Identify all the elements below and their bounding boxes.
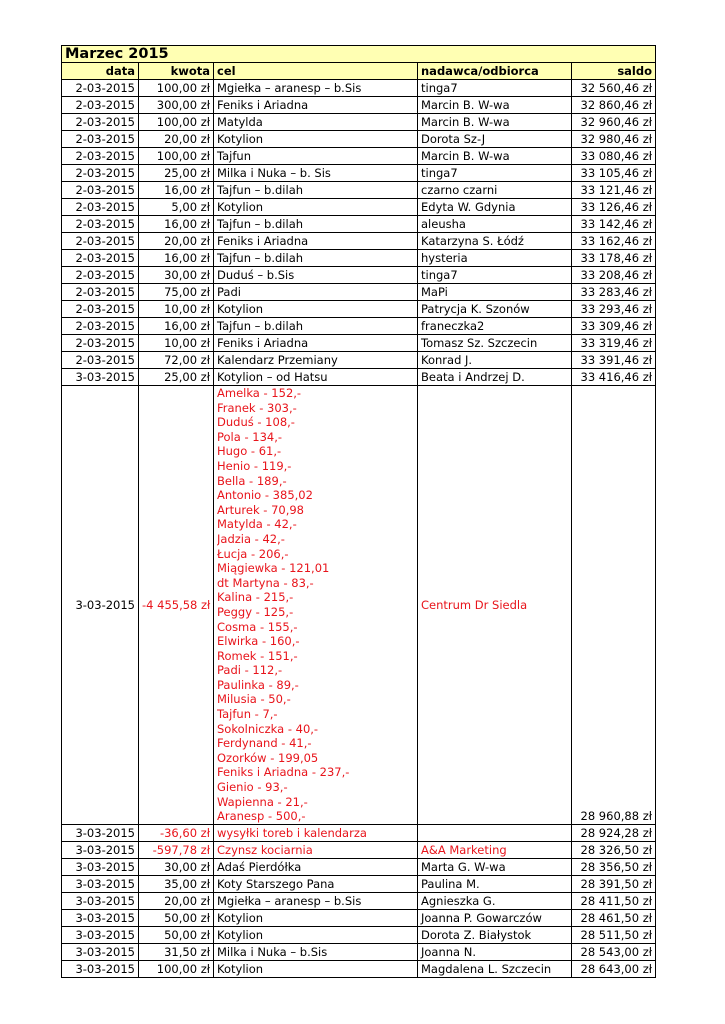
date-cell: 2-03-2015 xyxy=(62,352,139,369)
amount-cell: 20,00 zł xyxy=(139,131,214,148)
purpose-cell: Tajfun – b.dilah xyxy=(214,216,418,233)
party-cell: Centrum Dr Siedla xyxy=(418,386,572,825)
sheet-title: Marzec 2015 xyxy=(62,46,656,63)
amount-cell: -4 455,58 zł xyxy=(139,386,214,825)
balance-cell: 33 142,46 zł xyxy=(572,216,656,233)
date-cell: 3-03-2015 xyxy=(62,944,139,961)
party-cell: tinga7 xyxy=(418,267,572,284)
purpose-cell: Tajfun – b.dilah xyxy=(214,318,418,335)
allocation-item: Peggy - 125,- xyxy=(217,604,294,619)
table-row xyxy=(62,267,656,284)
date-cell: 2-03-2015 xyxy=(62,165,139,182)
allocation-item: Antonio - 385,02 xyxy=(217,488,313,503)
date-cell: 2-03-2015 xyxy=(62,318,139,335)
purpose-cell: Padi xyxy=(214,284,418,301)
party-cell: Konrad J. xyxy=(418,352,572,369)
allocation-item: Miągiewka - 121,01 xyxy=(217,561,330,576)
party-cell: Joanna P. Gowarczów xyxy=(418,910,572,927)
allocation-item: dt Martyna - 83,- xyxy=(217,575,314,590)
date-cell: 3-03-2015 xyxy=(62,961,139,978)
party-cell: Marta G. W-wa xyxy=(418,859,572,876)
table-row xyxy=(62,233,656,250)
table-row xyxy=(62,318,656,335)
amount-cell: -597,78 zł xyxy=(139,842,214,859)
date-cell: 3-03-2015 xyxy=(62,386,139,825)
amount-cell: 5,00 zł xyxy=(139,199,214,216)
date-cell: 2-03-2015 xyxy=(62,216,139,233)
amount-cell: 35,00 zł xyxy=(139,876,214,893)
party-cell: tinga7 xyxy=(418,165,572,182)
party-cell: Marcin B. W-wa xyxy=(418,114,572,131)
amount-cell: 16,00 zł xyxy=(139,182,214,199)
purpose-cell: Milka i Nuka – b.Sis xyxy=(214,944,418,961)
header-row xyxy=(62,63,656,80)
amount-cell: 300,00 zł xyxy=(139,97,214,114)
table-row xyxy=(62,80,656,97)
purpose-cell: Kotylion xyxy=(214,927,418,944)
party-cell: A&A Marketing xyxy=(418,842,572,859)
allocation-item: Sokolniczka - 40,- xyxy=(217,721,319,736)
allocation-item: Duduś - 108,- xyxy=(217,415,295,430)
table-row xyxy=(62,114,656,131)
amount-cell: 100,00 zł xyxy=(139,148,214,165)
balance-cell: 32 960,46 zł xyxy=(572,114,656,131)
allocation-item: Ferdynand - 41,- xyxy=(217,736,312,751)
allocation-item: Hugo - 61,- xyxy=(217,444,282,459)
party-cell: franeczka2 xyxy=(418,318,572,335)
amount-cell: 100,00 zł xyxy=(139,961,214,978)
purpose-cell: Adaś Pierdółka xyxy=(214,859,418,876)
allocation-item: Kalina - 215,- xyxy=(217,590,294,605)
purpose-cell: Tajfun xyxy=(214,148,418,165)
party-cell: Magdalena L. Szczecin xyxy=(418,961,572,978)
party-cell: Marcin B. W-wa xyxy=(418,97,572,114)
allocation-item: Romek - 151,- xyxy=(217,648,298,663)
table-row xyxy=(62,250,656,267)
table-row xyxy=(62,335,656,352)
balance-cell: 28 391,50 zł xyxy=(572,876,656,893)
date-cell: 3-03-2015 xyxy=(62,893,139,910)
balance-cell: 28 543,00 zł xyxy=(572,944,656,961)
date-cell: 3-03-2015 xyxy=(62,876,139,893)
amount-cell: 50,00 zł xyxy=(139,927,214,944)
balance-cell: 33 126,46 zł xyxy=(572,199,656,216)
date-cell: 2-03-2015 xyxy=(62,182,139,199)
date-cell: 2-03-2015 xyxy=(62,233,139,250)
purpose-cell: Feniks i Ariadna xyxy=(214,233,418,250)
balance-cell: 33 293,46 zł xyxy=(572,301,656,318)
party-cell: Patrycja K. Szonów xyxy=(418,301,572,318)
balance-cell: 33 309,46 zł xyxy=(572,318,656,335)
date-cell: 3-03-2015 xyxy=(62,927,139,944)
allocation-item: Paulinka - 89,- xyxy=(217,677,299,692)
date-cell: 2-03-2015 xyxy=(62,335,139,352)
balance-cell: 28 960,88 zł xyxy=(572,386,656,825)
purpose-cell: Kotylion – od Hatsu xyxy=(214,369,418,386)
allocation-item: Amelka - 152,- xyxy=(217,386,302,400)
transactions-table xyxy=(61,45,656,978)
purpose-cell: Mgiełka – aranesp – b.Sis xyxy=(214,80,418,97)
allocation-list xyxy=(217,386,414,824)
date-cell: 3-03-2015 xyxy=(62,825,139,842)
allocation-item: Feniks i Ariadna - 237,- xyxy=(217,765,350,780)
purpose-cell: Kalendarz Przemiany xyxy=(214,352,418,369)
purpose-cell: Milka i Nuka – b. Sis xyxy=(214,165,418,182)
allocation-item: Milusia - 50,- xyxy=(217,692,291,707)
purpose-cell: Koty Starszego Pana xyxy=(214,876,418,893)
table-row xyxy=(62,301,656,318)
date-cell: 2-03-2015 xyxy=(62,301,139,318)
balance-cell: 33 178,46 zł xyxy=(572,250,656,267)
amount-cell: 20,00 zł xyxy=(139,893,214,910)
date-cell: 2-03-2015 xyxy=(62,199,139,216)
purpose-cell: Matylda xyxy=(214,114,418,131)
balance-cell: 33 391,46 zł xyxy=(572,352,656,369)
date-cell: 2-03-2015 xyxy=(62,97,139,114)
table-row xyxy=(62,893,656,910)
amount-cell: 16,00 zł xyxy=(139,250,214,267)
date-cell: 3-03-2015 xyxy=(62,910,139,927)
balance-cell: 28 511,50 zł xyxy=(572,927,656,944)
party-cell: Tomasz Sz. Szczecin xyxy=(418,335,572,352)
table-row xyxy=(62,876,656,893)
balance-cell: 28 924,28 zł xyxy=(572,825,656,842)
balance-cell: 28 356,50 zł xyxy=(572,859,656,876)
amount-cell: 100,00 zł xyxy=(139,114,214,131)
purpose-cell: Kotylion xyxy=(214,199,418,216)
header-party: nadawca/odbiorca xyxy=(418,63,572,80)
date-cell: 2-03-2015 xyxy=(62,250,139,267)
party-cell: czarno czarni xyxy=(418,182,572,199)
table-row xyxy=(62,97,656,114)
date-cell: 3-03-2015 xyxy=(62,842,139,859)
allocation-item: Franek - 303,- xyxy=(217,400,297,415)
amount-cell: 16,00 zł xyxy=(139,318,214,335)
amount-cell: 75,00 zł xyxy=(139,284,214,301)
purpose-cell: Kotylion xyxy=(214,131,418,148)
purpose-cell: Feniks i Ariadna xyxy=(214,97,418,114)
purpose-cell: Feniks i Ariadna xyxy=(214,335,418,352)
party-cell: Dorota Z. Białystok xyxy=(418,927,572,944)
amount-cell: 25,00 zł xyxy=(139,165,214,182)
allocation-list-cell xyxy=(214,386,418,825)
allocation-item: Wapienna - 21,- xyxy=(217,794,308,809)
allocation-item: Gienio - 93,- xyxy=(217,780,288,795)
purpose-cell: wysyłki toreb i kalendarza xyxy=(214,825,418,842)
balance-cell: 32 980,46 zł xyxy=(572,131,656,148)
allocation-item: Ozorków - 199,05 xyxy=(217,750,319,765)
amount-cell: 30,00 zł xyxy=(139,859,214,876)
table-row xyxy=(62,199,656,216)
amount-cell: 10,00 zł xyxy=(139,301,214,318)
purpose-cell: Kotylion xyxy=(214,301,418,318)
balance-cell: 33 105,46 zł xyxy=(572,165,656,182)
table-row xyxy=(62,148,656,165)
party-cell: aleusha xyxy=(418,216,572,233)
allocation-item: Aranesp - 500,- xyxy=(217,809,306,824)
allocation-item: Henio - 119,- xyxy=(217,458,292,473)
purpose-cell: Tajfun – b.dilah xyxy=(214,250,418,267)
allocation-item: Bella - 189,- xyxy=(217,473,287,488)
table-row xyxy=(62,182,656,199)
table-row xyxy=(62,369,656,386)
party-cell: tinga7 xyxy=(418,80,572,97)
allocation-item: Jadzia - 42,- xyxy=(217,531,285,546)
date-cell: 2-03-2015 xyxy=(62,148,139,165)
balance-cell: 33 416,46 zł xyxy=(572,369,656,386)
table-row xyxy=(62,825,656,842)
table-row xyxy=(62,927,656,944)
party-cell: Joanna N. xyxy=(418,944,572,961)
header-balance: saldo xyxy=(572,63,656,80)
date-cell: 2-03-2015 xyxy=(62,284,139,301)
allocation-item: Padi - 112,- xyxy=(217,663,283,678)
amount-cell: 20,00 zł xyxy=(139,233,214,250)
party-cell: Marcin B. W-wa xyxy=(418,148,572,165)
table-row xyxy=(62,842,656,859)
balance-cell: 28 461,50 zł xyxy=(572,910,656,927)
balance-cell: 33 283,46 zł xyxy=(572,284,656,301)
party-cell xyxy=(418,825,572,842)
balance-cell: 33 080,46 zł xyxy=(572,148,656,165)
party-cell: hysteria xyxy=(418,250,572,267)
purpose-cell: Mgiełka – aranesp – b.Sis xyxy=(214,893,418,910)
purpose-cell: Tajfun – b.dilah xyxy=(214,182,418,199)
allocation-item: Matylda - 42,- xyxy=(217,517,297,532)
balance-cell: 33 208,46 zł xyxy=(572,267,656,284)
purpose-cell: Kotylion xyxy=(214,910,418,927)
table-row xyxy=(62,284,656,301)
table-row xyxy=(62,131,656,148)
purpose-cell: Kotylion xyxy=(214,961,418,978)
balance-cell: 33 319,46 zł xyxy=(572,335,656,352)
amount-cell: -36,60 zł xyxy=(139,825,214,842)
date-cell: 2-03-2015 xyxy=(62,80,139,97)
amount-cell: 30,00 zł xyxy=(139,267,214,284)
balance-cell: 32 860,46 zł xyxy=(572,97,656,114)
purpose-cell: Duduś – b.Sis xyxy=(214,267,418,284)
balance-cell: 33 121,46 zł xyxy=(572,182,656,199)
table-row xyxy=(62,910,656,927)
date-cell: 2-03-2015 xyxy=(62,114,139,131)
purpose-cell: Czynsz kociarnia xyxy=(214,842,418,859)
table-row xyxy=(62,216,656,233)
date-cell: 3-03-2015 xyxy=(62,369,139,386)
party-cell: Katarzyna S. Łódź xyxy=(418,233,572,250)
date-cell: 2-03-2015 xyxy=(62,131,139,148)
party-cell: Agnieszka G. xyxy=(418,893,572,910)
allocation-row xyxy=(62,386,656,825)
header-date: data xyxy=(62,63,139,80)
table-row xyxy=(62,165,656,182)
table-row xyxy=(62,352,656,369)
date-cell: 2-03-2015 xyxy=(62,267,139,284)
party-cell: MaPi xyxy=(418,284,572,301)
balance-cell: 32 560,46 zł xyxy=(572,80,656,97)
amount-cell: 100,00 zł xyxy=(139,80,214,97)
date-cell: 3-03-2015 xyxy=(62,859,139,876)
allocation-item: Elwirka - 160,- xyxy=(217,634,300,649)
amount-cell: 31,50 zł xyxy=(139,944,214,961)
balance-cell: 28 326,50 zł xyxy=(572,842,656,859)
header-amount: kwota xyxy=(139,63,214,80)
balance-cell: 28 411,50 zł xyxy=(572,893,656,910)
allocation-item: Cosma - 155,- xyxy=(217,619,298,634)
allocation-item: Łucja - 206,- xyxy=(217,546,289,561)
balance-cell: 28 643,00 zł xyxy=(572,961,656,978)
balance-cell: 33 162,46 zł xyxy=(572,233,656,250)
table-row xyxy=(62,961,656,978)
allocation-item: Tajfun - 7,- xyxy=(217,707,278,722)
table-row xyxy=(62,859,656,876)
party-cell: Beata i Andrzej D. xyxy=(418,369,572,386)
amount-cell: 72,00 zł xyxy=(139,352,214,369)
amount-cell: 10,00 zł xyxy=(139,335,214,352)
amount-cell: 25,00 zł xyxy=(139,369,214,386)
amount-cell: 50,00 zł xyxy=(139,910,214,927)
party-cell: Edyta W. Gdynia xyxy=(418,199,572,216)
table-row xyxy=(62,944,656,961)
title-row xyxy=(62,46,656,63)
party-cell: Paulina M. xyxy=(418,876,572,893)
amount-cell: 16,00 zł xyxy=(139,216,214,233)
header-purpose: cel xyxy=(214,63,418,80)
allocation-item: Arturek - 70,98 xyxy=(217,502,304,517)
allocation-item: Pola - 134,- xyxy=(217,429,283,444)
party-cell: Dorota Sz-J xyxy=(418,131,572,148)
